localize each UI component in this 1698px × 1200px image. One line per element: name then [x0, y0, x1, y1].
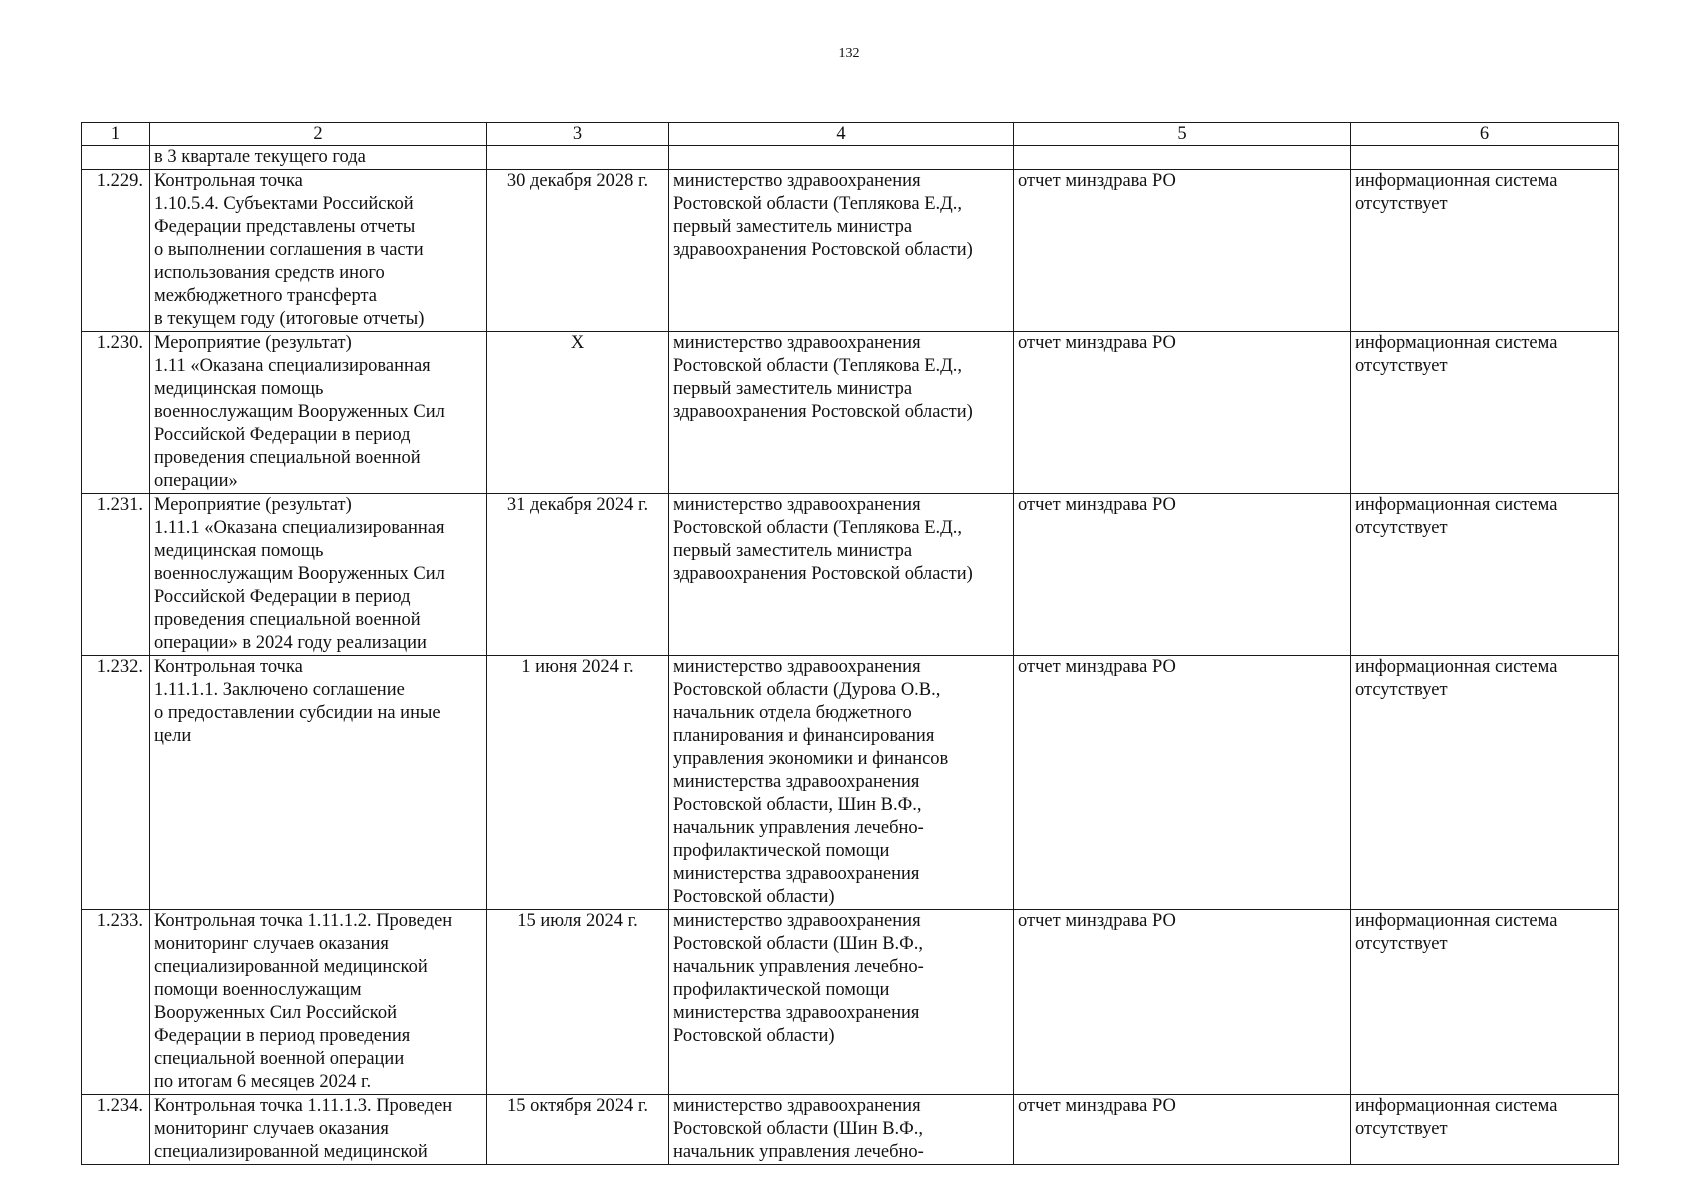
row-name-line: специализированной медицинской	[154, 957, 428, 977]
row-name-line: о предоставлении субсидии на иные	[154, 703, 441, 723]
row-name-line: специализированной медицинской	[154, 1142, 428, 1162]
row-document: отчет минздрава РО	[1014, 494, 1351, 656]
row-name	[150, 332, 487, 494]
row-document: отчет минздрава РО	[1014, 656, 1351, 910]
column-number: 6	[1351, 123, 1619, 146]
row-name-line: военнослужащим Вооруженных Сил	[154, 402, 445, 422]
row-name-line: Вооруженных Сил Российской	[154, 1003, 397, 1023]
row-responsible	[669, 332, 1014, 494]
row-responsible-line: министерство здравоохранения	[673, 171, 921, 191]
row-name-line: проведения специальной военной	[154, 448, 421, 468]
row-info-system-line: отсутствует	[1355, 518, 1448, 538]
row-name-line: в текущем году (итоговые отчеты)	[154, 309, 425, 329]
row-name-line: Контрольная точка 1.11.1.2. Проведен	[154, 911, 453, 931]
row-responsible-line: министерство здравоохранения	[673, 657, 921, 677]
table-row	[82, 656, 1619, 910]
row-info-system	[1351, 656, 1619, 910]
row-responsible	[669, 146, 1014, 170]
column-number-row	[82, 123, 1619, 146]
row-responsible-line: начальник управления лечебно-	[673, 957, 924, 977]
row-info-system	[1351, 494, 1619, 656]
row-info-system-line: отсутствует	[1355, 356, 1448, 376]
row-responsible-line: министерства здравоохранения	[673, 772, 920, 792]
row-name	[150, 146, 487, 170]
column-number: 1	[82, 123, 150, 146]
row-name	[150, 910, 487, 1095]
row-responsible-line: здравоохранения Ростовской области)	[673, 564, 973, 584]
row-date: 15 октября 2024 г.	[487, 1095, 669, 1165]
row-number: 1.233.	[82, 910, 150, 1095]
row-info-system-line: информационная система	[1355, 1096, 1558, 1116]
table-row	[82, 170, 1619, 332]
row-name-line: в 3 квартале текущего года	[154, 147, 366, 167]
table-row	[82, 1095, 1619, 1165]
row-name	[150, 170, 487, 332]
row-responsible	[669, 910, 1014, 1095]
row-responsible-line: профилактической помощи	[673, 980, 890, 1000]
row-responsible-line: Ростовской области)	[673, 887, 835, 907]
row-responsible-line: Ростовской области (Теплякова Е.Д.,	[673, 518, 962, 538]
row-info-system-line: информационная система	[1355, 911, 1558, 931]
row-name-line: Мероприятие (результат)	[154, 495, 352, 515]
row-name-line: помощи военнослужащим	[154, 980, 362, 1000]
row-responsible-line: министерство здравоохранения	[673, 911, 921, 931]
row-number: 1.232.	[82, 656, 150, 910]
row-responsible-line: Ростовской области (Шин В.Ф.,	[673, 1119, 924, 1139]
row-responsible-line: начальник отдела бюджетного	[673, 703, 912, 723]
row-name-line: проведения специальной военной	[154, 610, 421, 630]
table-row	[82, 332, 1619, 494]
row-name-line: Контрольная точка	[154, 171, 303, 191]
row-responsible-line: Ростовской области (Теплякова Е.Д.,	[673, 356, 962, 376]
row-name-line: операции» в 2024 году реализации	[154, 633, 427, 653]
row-name-line: Российской Федерации в период	[154, 587, 411, 607]
row-info-system	[1351, 1095, 1619, 1165]
row-name-line: мониторинг случаев оказания	[154, 1119, 389, 1139]
row-name-line: Контрольная точка 1.11.1.3. Проведен	[154, 1096, 453, 1116]
row-info-system-line: информационная система	[1355, 333, 1558, 353]
row-responsible-line: начальник управления лечебно-	[673, 818, 924, 838]
row-info-system-line: отсутствует	[1355, 680, 1448, 700]
row-name	[150, 656, 487, 910]
column-number: 5	[1014, 123, 1351, 146]
column-number: 2	[150, 123, 487, 146]
row-info-system	[1351, 146, 1619, 170]
row-name-line: специальной военной операции	[154, 1049, 405, 1069]
table-row	[82, 910, 1619, 1095]
row-info-system	[1351, 332, 1619, 494]
row-info-system-line: информационная система	[1355, 657, 1558, 677]
row-name-line: Российской Федерации в период	[154, 425, 411, 445]
row-responsible-line: Ростовской области)	[673, 1026, 835, 1046]
row-responsible-line: Ростовской области (Дурова О.В.,	[673, 680, 941, 700]
row-name-line: Федерации представлены отчеты	[154, 217, 416, 237]
row-info-system	[1351, 910, 1619, 1095]
row-name-line: медицинская помощь	[154, 379, 324, 399]
column-number: 4	[669, 123, 1014, 146]
row-responsible-line: первый заместитель министра	[673, 217, 913, 237]
row-name-line: операции»	[154, 471, 238, 491]
row-responsible-line: министерство здравоохранения	[673, 1096, 921, 1116]
row-name-line: 1.11 «Оказана специализированная	[154, 356, 431, 376]
row-number: 1.229.	[82, 170, 150, 332]
row-name-line: по итогам 6 месяцев 2024 г.	[154, 1072, 372, 1092]
row-name-line: 1.11.1.1. Заключено соглашение	[154, 680, 405, 700]
row-responsible-line: здравоохранения Ростовской области)	[673, 402, 973, 422]
row-name-line: о выполнении соглашения в части	[154, 240, 424, 260]
row-info-system-line: отсутствует	[1355, 1119, 1448, 1139]
row-responsible-line: министерства здравоохранения	[673, 864, 920, 884]
row-document: отчет минздрава РО	[1014, 170, 1351, 332]
row-number	[82, 146, 150, 170]
table-row	[82, 494, 1619, 656]
row-name-line: военнослужащим Вооруженных Сил	[154, 564, 445, 584]
row-responsible	[669, 1095, 1014, 1165]
row-document: отчет минздрава РО	[1014, 1095, 1351, 1165]
row-document	[1014, 146, 1351, 170]
row-number: 1.234.	[82, 1095, 150, 1165]
row-date: 31 декабря 2024 г.	[487, 494, 669, 656]
row-document: отчет минздрава РО	[1014, 332, 1351, 494]
row-number: 1.231.	[82, 494, 150, 656]
row-responsible-line: Ростовской области (Теплякова Е.Д.,	[673, 194, 962, 214]
row-name-line: Контрольная точка	[154, 657, 303, 677]
row-info-system-line: информационная система	[1355, 495, 1558, 515]
row-responsible	[669, 494, 1014, 656]
row-number: 1.230.	[82, 332, 150, 494]
row-responsible-line: управления экономики и финансов	[673, 749, 949, 769]
row-responsible-line: министерства здравоохранения	[673, 1003, 920, 1023]
row-info-system-line: информационная система	[1355, 171, 1558, 191]
row-name	[150, 494, 487, 656]
row-name-line: цели	[154, 726, 192, 746]
row-date: Х	[487, 332, 669, 494]
continuation-row	[82, 146, 1619, 170]
row-info-system	[1351, 170, 1619, 332]
row-responsible-line: планирования и финансирования	[673, 726, 935, 746]
row-name-line: медицинская помощь	[154, 541, 324, 561]
row-name-line: Мероприятие (результат)	[154, 333, 352, 353]
row-name	[150, 1095, 487, 1165]
row-responsible-line: начальник управления лечебно-	[673, 1142, 924, 1162]
row-document: отчет минздрава РО	[1014, 910, 1351, 1095]
row-responsible-line: здравоохранения Ростовской области)	[673, 240, 973, 260]
row-name-line: Федерации в период проведения	[154, 1026, 411, 1046]
row-responsible-line: министерство здравоохранения	[673, 495, 921, 515]
row-info-system-line: отсутствует	[1355, 934, 1448, 954]
row-date: 30 декабря 2028 г.	[487, 170, 669, 332]
plan-table	[81, 122, 1619, 1165]
row-date: 1 июня 2024 г.	[487, 656, 669, 910]
row-responsible-line: профилактической помощи	[673, 841, 890, 861]
row-name-line: 1.11.1 «Оказана специализированная	[154, 518, 445, 538]
row-responsible-line: Ростовской области, Шин В.Ф.,	[673, 795, 922, 815]
row-name-line: межбюджетного трансферта	[154, 286, 377, 306]
row-date	[487, 146, 669, 170]
row-info-system-line: отсутствует	[1355, 194, 1448, 214]
row-responsible	[669, 656, 1014, 910]
page-number: 132	[838, 46, 860, 61]
row-name-line: 1.10.5.4. Субъектами Российской	[154, 194, 414, 214]
row-name-line: мониторинг случаев оказания	[154, 934, 389, 954]
row-name-line: использования средств иного	[154, 263, 385, 283]
row-responsible-line: первый заместитель министра	[673, 541, 913, 561]
row-date: 15 июля 2024 г.	[487, 910, 669, 1095]
row-responsible-line: первый заместитель министра	[673, 379, 913, 399]
column-number: 3	[487, 123, 669, 146]
row-responsible-line: Ростовской области (Шин В.Ф.,	[673, 934, 924, 954]
row-responsible-line: министерство здравоохранения	[673, 333, 921, 353]
row-responsible	[669, 170, 1014, 332]
